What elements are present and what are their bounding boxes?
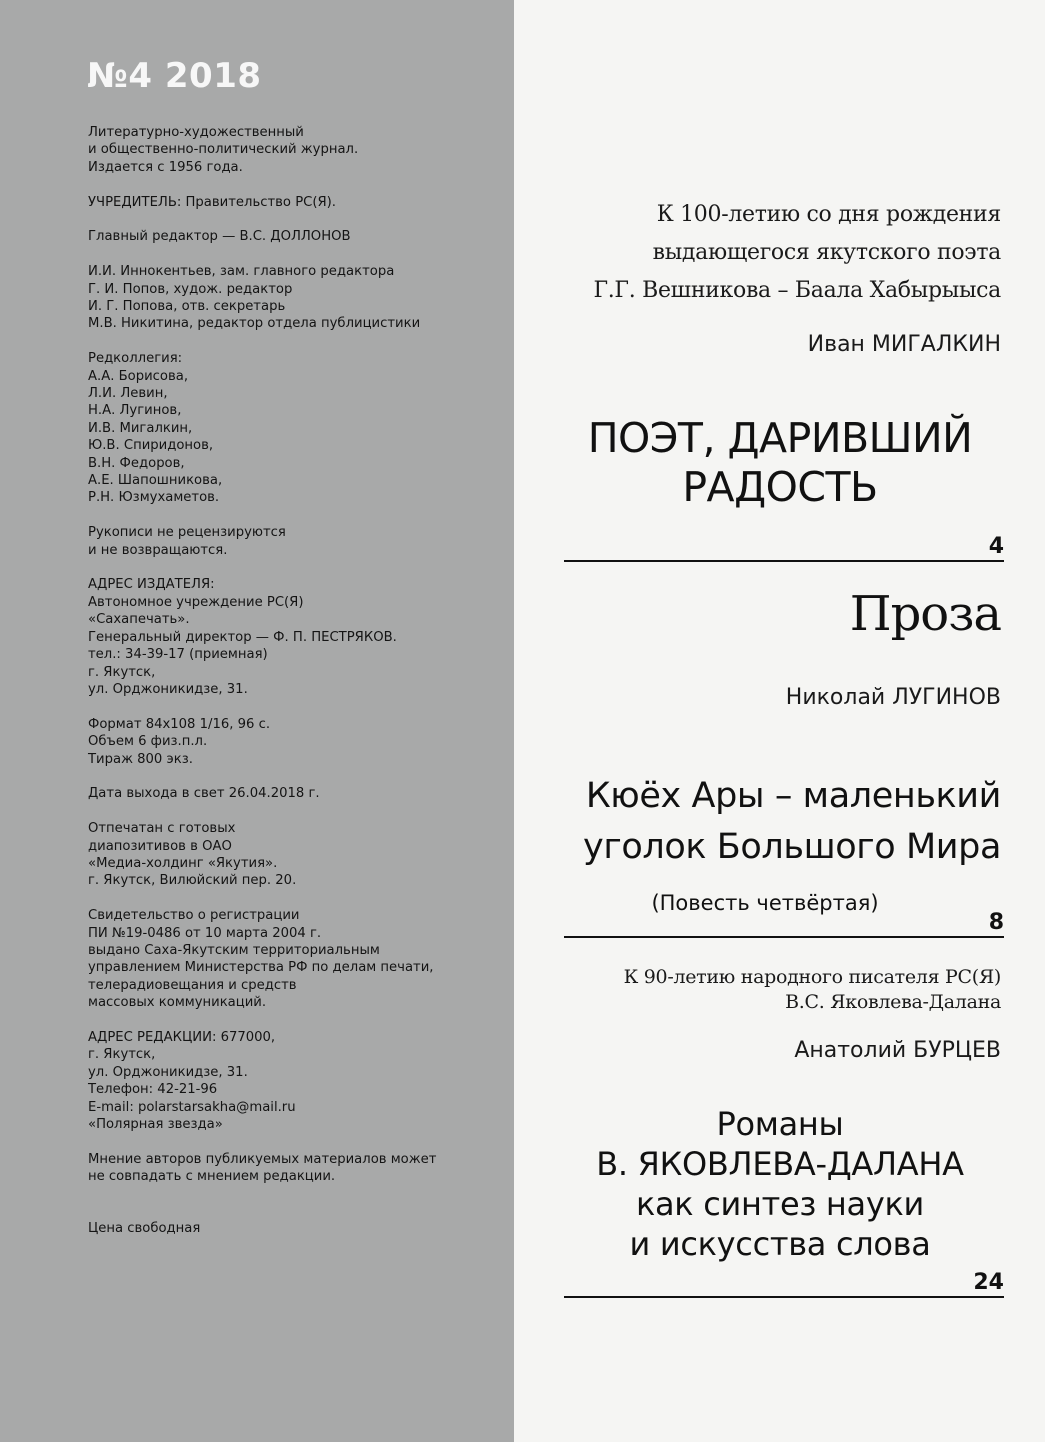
imprint-line: Н.А. Лугинов, xyxy=(88,403,182,419)
imprint-line: Тираж 800 экз. xyxy=(88,751,193,767)
imprint-line: Цена свободная xyxy=(88,1221,201,1237)
imprint-line: ул. Орджоникидзе, 31. xyxy=(88,681,248,697)
imprint-line: выдано Саха-Якутским территориальным xyxy=(88,942,380,958)
imprint-line: Формат 84х108 1/16, 96 с. xyxy=(88,716,271,732)
imprint-line: Объем 6 физ.п.л. xyxy=(88,734,208,750)
entry1-title-line: ПОЭТ, ДАРИВШИЙ xyxy=(587,414,973,462)
imprint-spacer xyxy=(88,176,508,193)
entry1-heading-line: Г.Г. Вешникова – Баала Хабырыыса xyxy=(593,278,1001,303)
imprint-line: управлением Министерства РФ по делам печати, xyxy=(88,960,434,976)
imprint-panel xyxy=(0,0,514,1442)
entry2-title-line: Кюёх Ары – маленький xyxy=(585,776,1001,816)
imprint-line: «Сахапечать». xyxy=(88,612,190,628)
imprint-spacer xyxy=(88,246,508,263)
imprint-spacer xyxy=(88,768,508,785)
entry1-title-line: РАДОСТЬ xyxy=(682,463,878,511)
divider-rule xyxy=(564,1296,1004,1298)
imprint-line: Свидетельство о регистрации xyxy=(88,908,300,924)
imprint-line: Телефон: 42-21-96 xyxy=(88,1082,218,1098)
entry2-subtitle: (Повесть четвёртая) xyxy=(651,891,879,915)
imprint-line: Дата выхода в свет 26.04.2018 г. xyxy=(88,786,320,802)
imprint-spacer xyxy=(88,1203,508,1220)
entry3-heading-line: В.С. Яковлева-Далана xyxy=(785,991,1001,1013)
imprint-text xyxy=(88,124,508,1238)
imprint-spacer xyxy=(88,1133,508,1150)
divider-rule xyxy=(564,560,1004,562)
imprint-line: Мнение авторов публикуемых материалов может xyxy=(88,1151,437,1167)
entry1-heading xyxy=(593,196,1001,310)
imprint-spacer xyxy=(88,698,508,715)
imprint-line: ПИ №19-0486 от 10 марта 2004 г. xyxy=(88,925,322,941)
imprint-line: А.А. Борисова, xyxy=(88,368,189,384)
entry1-title xyxy=(530,414,1030,512)
imprint-line: «Полярная звезда» xyxy=(88,1116,223,1132)
entry3-page-number: 24 xyxy=(973,1270,1004,1295)
imprint-line: Издается с 1956 года. xyxy=(88,159,243,175)
imprint-line: АДРЕС ИЗДАТЕЛЯ: xyxy=(88,577,215,593)
imprint-line: В.Н. Федоров, xyxy=(88,455,185,471)
imprint-line: И.В. Мигалкин, xyxy=(88,420,193,436)
entry1-page-number: 4 xyxy=(988,534,1004,559)
imprint-line: УЧРЕДИТЕЛЬ: Правительство РС(Я). xyxy=(88,194,336,210)
entry3-title-line: как синтез науки xyxy=(635,1185,925,1223)
imprint-spacer xyxy=(88,1186,508,1203)
imprint-spacer xyxy=(88,559,508,576)
entry3-author: Анатолий БУРЦЕВ xyxy=(794,1038,1001,1063)
imprint-spacer xyxy=(88,211,508,228)
entry1-author: Иван МИГАЛКИН xyxy=(807,332,1001,357)
imprint-line: Р.Н. Юзмухаметов. xyxy=(88,490,220,506)
imprint-line: Л.И. Левин, xyxy=(88,386,168,402)
imprint-line: АДРЕС РЕДАКЦИИ: 677000, xyxy=(88,1029,276,1045)
entry3-heading xyxy=(624,965,1001,1015)
divider-rule xyxy=(564,936,1004,938)
imprint-line: E-mail: polarstarsakha@mail.ru xyxy=(88,1099,296,1115)
imprint-line: массовых коммуникаций. xyxy=(88,995,267,1011)
entry3-title-line: В. ЯКОВЛЕВА-ДАЛАНА xyxy=(596,1145,964,1183)
imprint-line: Г. И. Попов, худож. редактор xyxy=(88,281,293,297)
entry2-author: Николай ЛУГИНОВ xyxy=(785,685,1001,710)
imprint-line: телерадиовещания и средств xyxy=(88,977,297,993)
imprint-line: Литературно-художественный xyxy=(88,125,304,140)
imprint-line: тел.: 34-39-17 (приемная) xyxy=(88,647,268,663)
entry1-heading-line: выдающегося якутского поэта xyxy=(652,240,1001,265)
imprint-spacer xyxy=(88,507,508,524)
imprint-line: Редколлегия: xyxy=(88,351,183,367)
imprint-line: И. Г. Попова, отв. секретарь xyxy=(88,299,286,315)
imprint-spacer xyxy=(88,333,508,350)
entry2-title-line: уголок Большого Мира xyxy=(583,827,1001,867)
imprint-spacer xyxy=(88,1012,508,1029)
imprint-line: г. Якутск, xyxy=(88,1047,156,1063)
entry3-title-line: Романы xyxy=(716,1105,844,1143)
imprint-line: Рукописи не рецензируются xyxy=(88,525,286,541)
entry1-heading-line: К 100-летию со дня рождения xyxy=(656,202,1001,227)
entry2-title xyxy=(583,771,1001,873)
entry1-page-row xyxy=(564,532,1004,562)
imprint-line: и не возвращаются. xyxy=(88,542,228,558)
imprint-line: Ю.В. Спиридонов, xyxy=(88,438,214,454)
entry2-page-number: 8 xyxy=(988,910,1004,935)
imprint-line: «Медиа-холдинг «Якутия». xyxy=(88,855,278,871)
entry3-title xyxy=(540,1104,1020,1264)
imprint-line: И.И. Иннокентьев, зам. главного редактора xyxy=(88,264,395,280)
imprint-line: и общественно-политический журнал. xyxy=(88,142,359,158)
imprint-line: ул. Орджоникидзе, 31. xyxy=(88,1064,248,1080)
imprint-spacer xyxy=(88,890,508,907)
entry3-page-row xyxy=(564,1268,1004,1298)
imprint-line: М.В. Никитина, редактор отдела публицистики xyxy=(88,316,421,332)
imprint-line: г. Якутск, xyxy=(88,664,156,680)
imprint-line: Главный редактор — В.С. ДОЛЛОНОВ xyxy=(88,229,351,245)
imprint-line: г. Якутск, Вилюйский пер. 20. xyxy=(88,873,297,889)
imprint-line: Генеральный директор — Ф. П. ПЕСТРЯКОВ. xyxy=(88,629,397,645)
imprint-line: Отпечатан с готовых xyxy=(88,821,236,837)
section-heading: Проза xyxy=(849,586,1001,642)
imprint-line: А.Е. Шапошникова, xyxy=(88,473,223,489)
entry3-heading-line: К 90-летию народного писателя РС(Я) xyxy=(623,966,1001,988)
imprint-line: диапозитивов в ОАО xyxy=(88,838,232,854)
imprint-line: не совпадать с мнением редакции. xyxy=(88,1169,336,1185)
entry2-page-row xyxy=(564,908,1004,938)
issue-number: №4 2018 xyxy=(87,56,262,96)
imprint-spacer xyxy=(88,803,508,820)
entry3-title-line: и искусства слова xyxy=(629,1225,931,1263)
imprint-line: Автономное учреждение РС(Я) xyxy=(88,594,304,610)
